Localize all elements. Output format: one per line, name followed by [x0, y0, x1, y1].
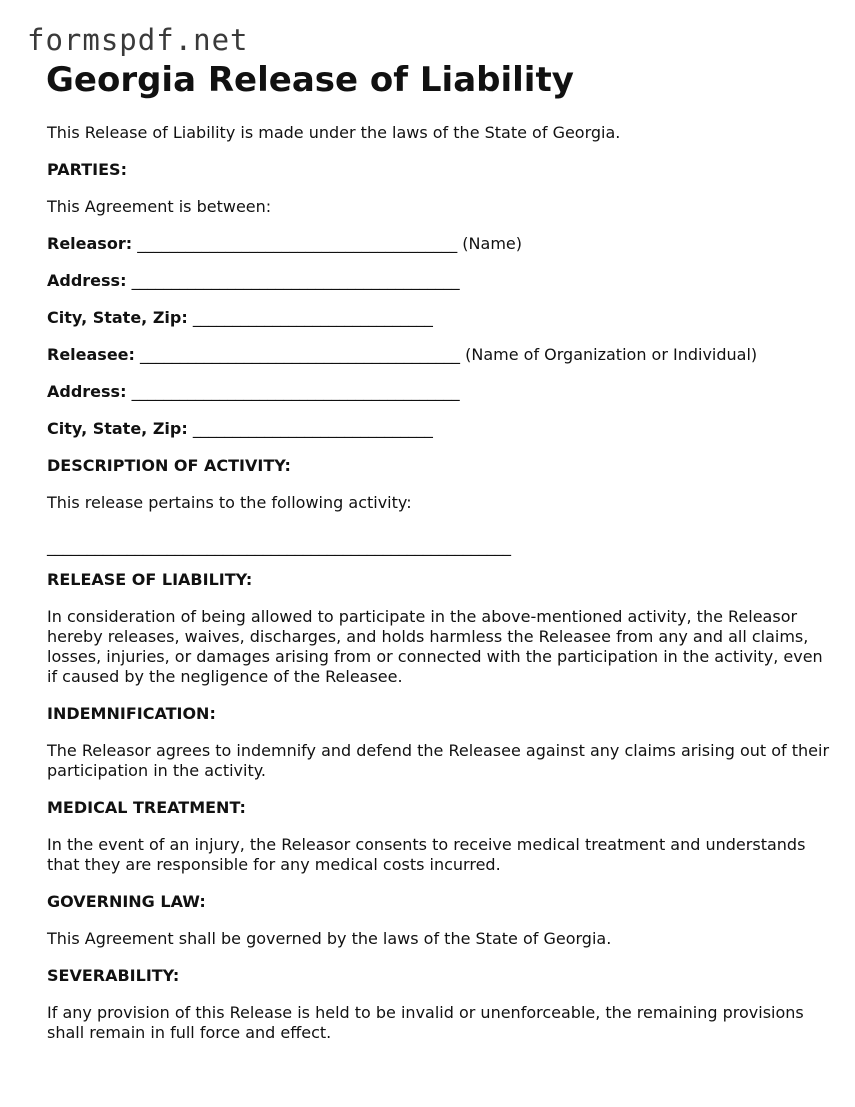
- activity-text: This release pertains to the following activity:: [47, 493, 412, 512]
- severability-heading: SEVERABILITY:: [47, 966, 180, 985]
- releasor-city-field[interactable]: [47, 308, 837, 328]
- medical-heading: MEDICAL TREATMENT:: [47, 798, 246, 817]
- releasee-label: Releasee:: [47, 345, 135, 364]
- releasor-city-blank[interactable]: ______________________________: [192, 308, 433, 327]
- governing-text: This Agreement shall be governed by the laws of the State of Georgia.: [47, 929, 612, 948]
- releasee-address-blank[interactable]: _________________________________________: [131, 382, 460, 401]
- severability-text: If any provision of this Release is held to be invalid or unenforceable, the remaining provisions shall remain in full force and effect.: [47, 1003, 804, 1042]
- document-body: [47, 123, 837, 1060]
- releasee-address-field[interactable]: [47, 382, 837, 402]
- releasee-note: (Name of Organization or Individual): [465, 345, 758, 364]
- releasor-note: (Name): [462, 234, 522, 253]
- parties-intro: This Agreement is between:: [47, 197, 272, 216]
- releasee-address-label: Address:: [47, 382, 127, 401]
- indemnification-heading: INDEMNIFICATION:: [47, 704, 216, 723]
- releasee-blank[interactable]: ________________________________________: [140, 345, 461, 364]
- releasor-blank[interactable]: ________________________________________: [137, 234, 458, 253]
- medical-text: In the event of an injury, the Releasor consents to receive medical treatment and understands that they are responsible for any medical costs incurred.: [47, 835, 806, 874]
- intro-text: This Release of Liability is made under the laws of the State of Georgia.: [47, 123, 621, 142]
- governing-heading: GOVERNING LAW:: [47, 892, 206, 911]
- releasor-field[interactable]: [47, 234, 837, 254]
- parties-heading: PARTIES:: [47, 160, 127, 179]
- releasee-city-field[interactable]: [47, 419, 837, 439]
- releasor-label: Releasor:: [47, 234, 133, 253]
- releasee-city-blank[interactable]: ______________________________: [192, 419, 433, 438]
- releasee-field[interactable]: [47, 345, 837, 365]
- releasor-address-field[interactable]: [47, 271, 837, 291]
- releasor-address-label: Address:: [47, 271, 127, 290]
- releasor-city-label: City, State, Zip:: [47, 308, 188, 327]
- activity-heading: DESCRIPTION OF ACTIVITY:: [47, 456, 291, 475]
- watermark: formspdf.net: [27, 23, 249, 57]
- release-heading: RELEASE OF LIABILITY:: [47, 570, 253, 589]
- releasee-city-label: City, State, Zip:: [47, 419, 188, 438]
- releasor-address-blank[interactable]: _________________________________________: [131, 271, 460, 290]
- release-text: In consideration of being allowed to participate in the above-mentioned activity, the Releasor hereby releases, waives, discharges, and holds harmless the Releasee from any and all claims, losses, injuries, or damages arising from or connected with the participation in the activity, even if caused by the negligence of the Releasee.: [47, 607, 823, 686]
- indemnification-text: The Releasor agrees to indemnify and defend the Releasee against any claims arising out of their participation in the activity.: [47, 741, 830, 780]
- activity-blank[interactable]: __________________________________________________________: [47, 537, 511, 556]
- document-title: Georgia Release of Liability: [46, 60, 574, 100]
